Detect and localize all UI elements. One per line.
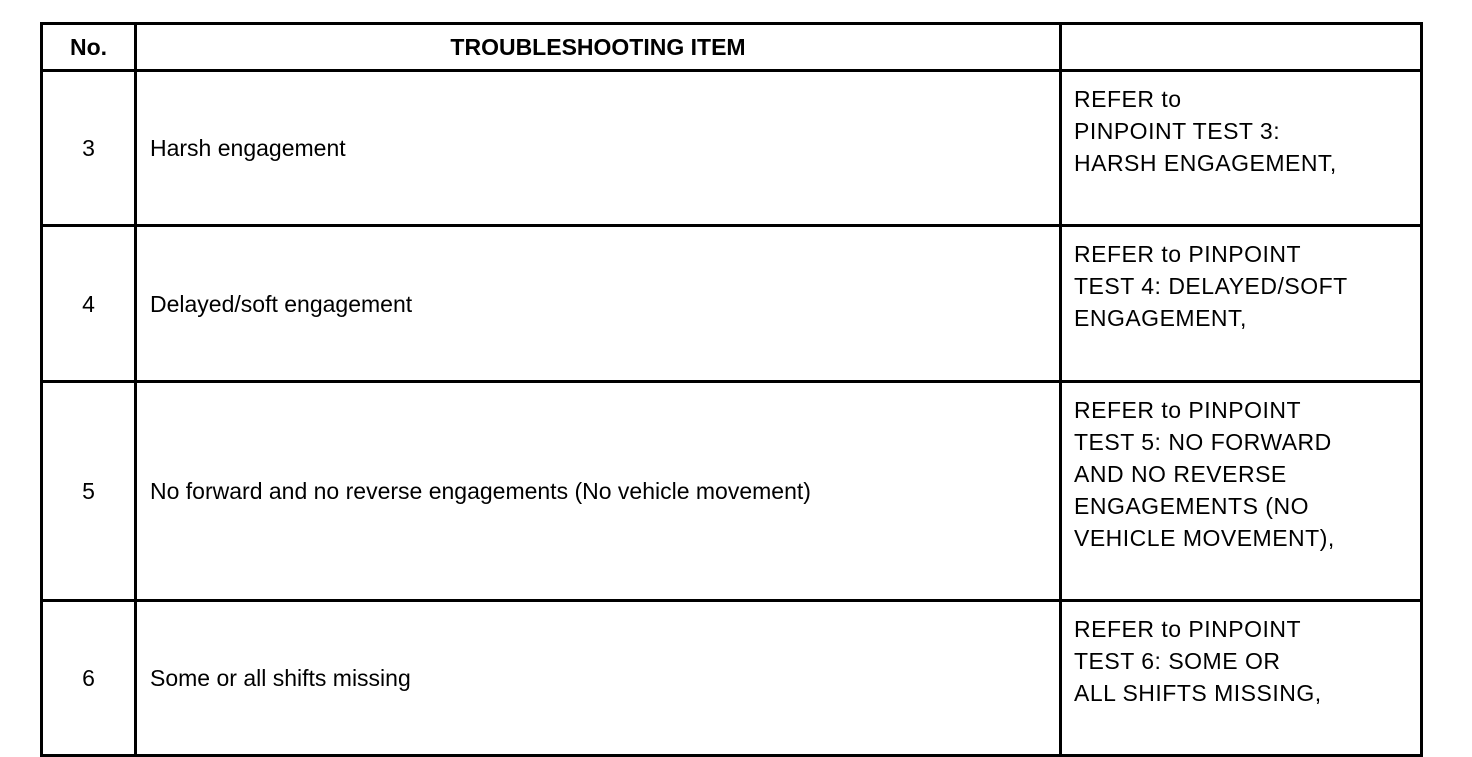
pinpoint-reference bbox=[1061, 601, 1422, 756]
pinpoint-reference bbox=[1061, 226, 1422, 382]
reference-line: REFER to PINPOINT bbox=[1074, 616, 1302, 642]
row-number: 6 bbox=[42, 601, 136, 756]
pinpoint-reference bbox=[1061, 71, 1422, 226]
header-row bbox=[42, 24, 1422, 71]
reference-line: ENGAGEMENTS (NO bbox=[1074, 493, 1309, 519]
reference-line: PINPOINT TEST 3: bbox=[1074, 118, 1281, 144]
troubleshooting-item: No forward and no reverse engagements (No vehicle movement) bbox=[136, 382, 1061, 601]
header-troubleshooting-item: TROUBLESHOOTING ITEM bbox=[136, 24, 1061, 71]
reference-line: REFER to bbox=[1074, 86, 1182, 112]
reference-line: ALL SHIFTS MISSING, bbox=[1074, 680, 1322, 706]
table-row bbox=[42, 382, 1422, 601]
troubleshooting-item: Harsh engagement bbox=[136, 71, 1061, 226]
table-row bbox=[42, 71, 1422, 226]
row-number: 3 bbox=[42, 71, 136, 226]
reference-line: TEST 6: SOME OR bbox=[1074, 648, 1281, 674]
reference-line: REFER to PINPOINT bbox=[1074, 241, 1302, 267]
reference-line: TEST 4: DELAYED/SOFT bbox=[1074, 273, 1348, 299]
pinpoint-reference bbox=[1061, 382, 1422, 601]
reference-line: ENGAGEMENT, bbox=[1074, 305, 1247, 331]
row-number: 5 bbox=[42, 382, 136, 601]
row-number: 4 bbox=[42, 226, 136, 382]
header-no: No. bbox=[42, 24, 136, 71]
troubleshooting-item: Delayed/soft engagement bbox=[136, 226, 1061, 382]
troubleshooting-item: Some or all shifts missing bbox=[136, 601, 1061, 756]
reference-line: HARSH ENGAGEMENT, bbox=[1074, 150, 1337, 176]
troubleshooting-table bbox=[40, 22, 1423, 757]
table-row bbox=[42, 226, 1422, 382]
reference-line: REFER to PINPOINT bbox=[1074, 397, 1302, 423]
table-row bbox=[42, 601, 1422, 756]
reference-line: AND NO REVERSE bbox=[1074, 461, 1287, 487]
reference-line: VEHICLE MOVEMENT), bbox=[1074, 525, 1335, 551]
reference-line: TEST 5: NO FORWARD bbox=[1074, 429, 1332, 455]
header-action bbox=[1061, 24, 1422, 71]
